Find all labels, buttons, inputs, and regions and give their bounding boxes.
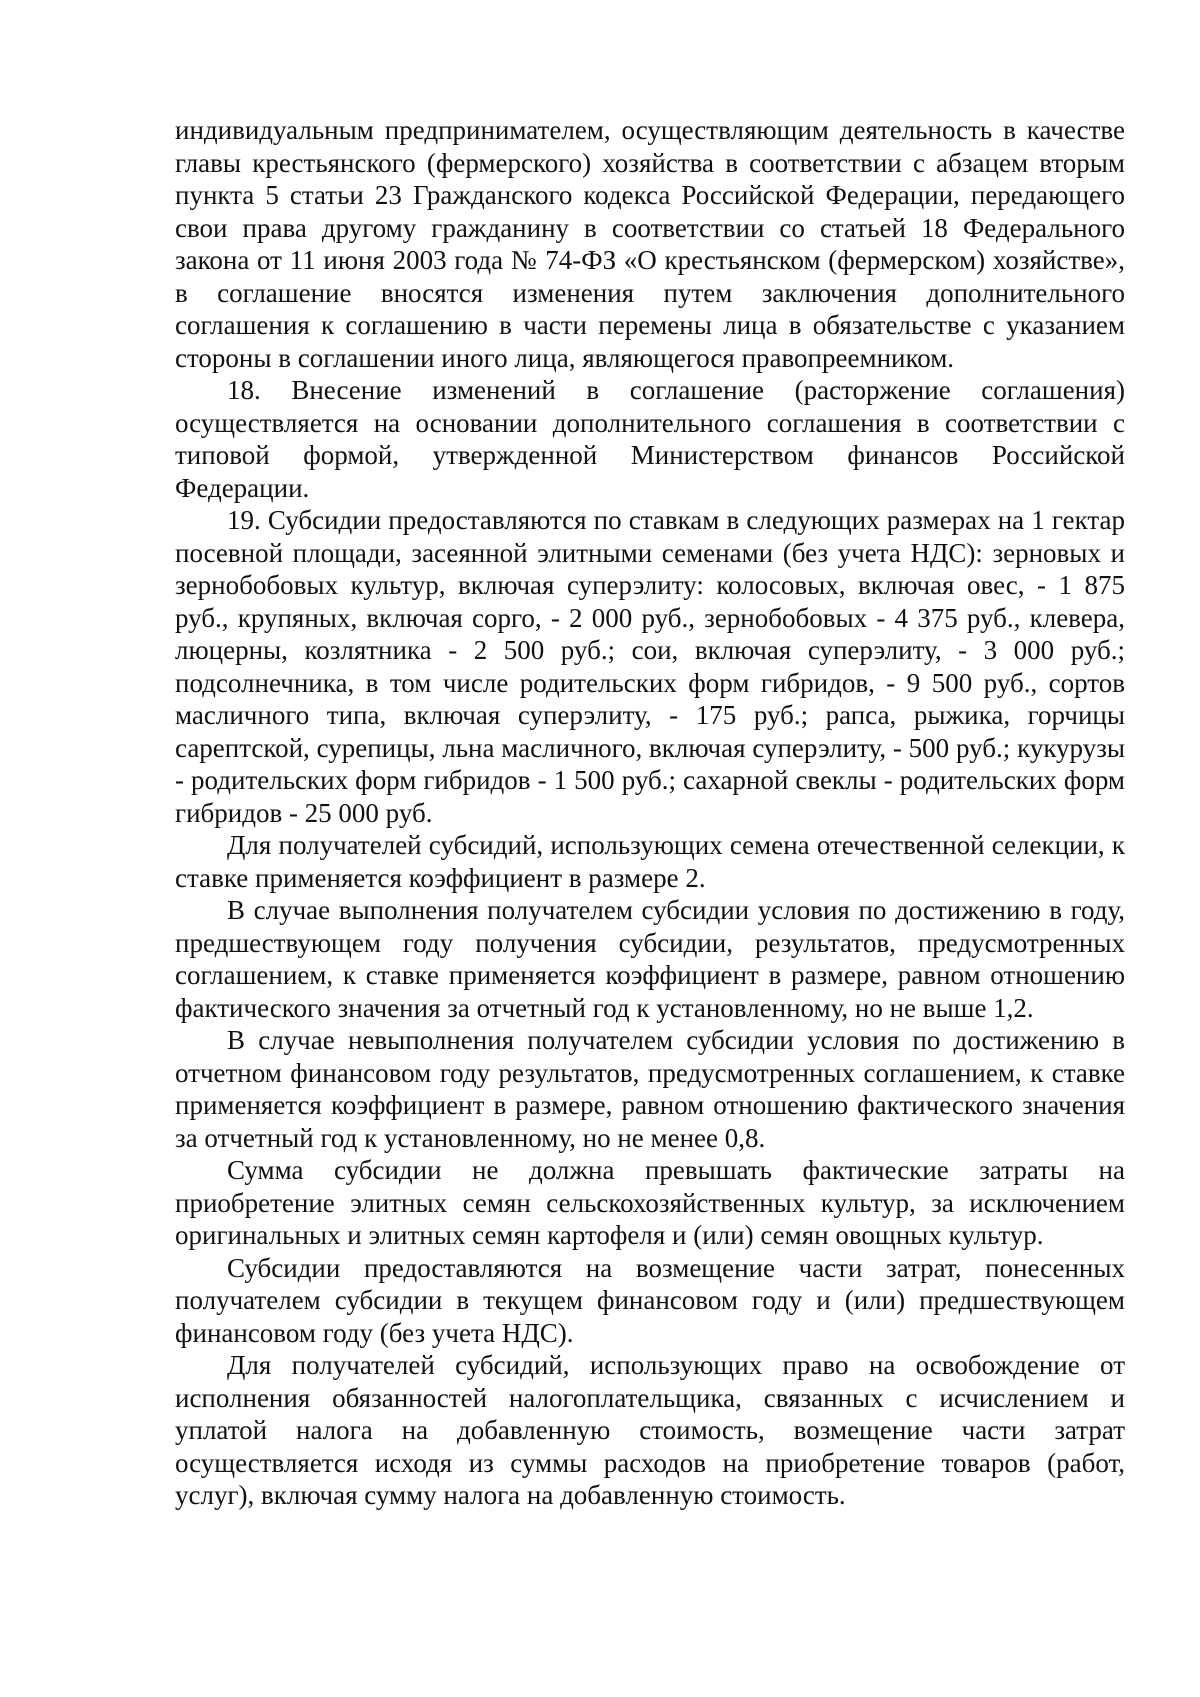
paragraph-vat-exemption: Для получателей субсидий, использующих право на освобождение от исполнения обязанностей налогоплательщика, связанных с исчислением и уплатой налога на добавленную стоимость, возмещение части затрат осуществляется исходя из суммы расходов на приобретение товаров (работ, услуг), включая сумму налога на добавленную стоимость.: [175, 1350, 1125, 1510]
paragraph-subsidy-limit: Сумма субсидии не должна превышать фактические затраты на приобретение элитных семян сельскохозяйственных культур, за исключением оригинальных и элитных семян картофеля и (или) семян овощных культур.: [175, 1155, 1125, 1250]
paragraph-performance-coefficient: В случае выполнения получателем субсидии условия по достижению в году, предшествующем году получения субсидии, результатов, предусмотренных соглашением, к ставке применяется коэффициент в размере, равном отношению фактического значения за отчетный год к установленному, но не выше 1,2.: [175, 895, 1125, 1023]
paragraph-domestic-selection-coefficient: Для получателей субсидий, использующих семена отечественной селекции, к ставке применяется коэффициент в размере 2.: [175, 830, 1125, 893]
paragraph-item-18: 18. Внесение изменений в соглашение (расторжение соглашения) осуществляется на основании дополнительного соглашения в соответствии с типовой формой, утвержденной Министерством финансов Российской Федерации.: [175, 375, 1125, 503]
paragraph-continuation: индивидуальным предпринимателем, осуществляющим деятельность в качестве главы крестьянского (фермерского) хозяйства в соответствии с абзацем вторым пункта 5 статьи 23 Гражданского кодекса Российской Федерации, передающего свои права другому гражданину в соответствии со статьей 18 Федерального закона от 11 июня 2003 года № 74-ФЗ «О крестьянском (фермерском) хозяйстве», в соглашение вносятся изменения путем заключения дополнительного соглашения к соглашению в части перемены лица в обязательстве с указанием стороны в соглашении иного лица, являющегося правопреемником.: [175, 115, 1125, 373]
paragraph-nonperformance-coefficient: В случае невыполнения получателем субсидии условия по достижению в отчетном финансовом году результатов, предусмотренных соглашением, к ставке применяется коэффициент в размере, равном отношению фактического значения за отчетный год к установленному, но не менее 0,8.: [175, 1025, 1125, 1153]
paragraph-item-19: 19. Субсидии предоставляются по ставкам в следующих размерах на 1 гектар посевной площади, засеянной элитными семенами (без учета НДС): зерновых и зернобобовых культур, включая суперэлиту: колосовых, включая овес, - 1 875 руб., крупяных, включая сорго, - 2 000 руб., зернобобовых - 4 375 руб., клевера, люцерны, козлятника - 2 500 руб.; сои, включая суперэлиту, - 3 000 руб.; подсолнечника, в том числе родительских форм гибридов, - 9 500 руб., сортов масличного типа, включая суперэлиту, - 175 руб.; рапса, рыжика, горчицы сарептской, сурепицы, льна масличного, включая суперэлиту, - 500 руб.; кукурузы - родительских форм гибридов - 1 500 руб.; сахарной свеклы - родительских форм гибридов - 25 000 руб.: [175, 505, 1125, 828]
paragraph-compensation-period: Субсидии предоставляются на возмещение части затрат, понесенных получателем субсидии в текущем финансовом году и (или) предшествующем финансовом году (без учета НДС).: [175, 1252, 1125, 1348]
document-body: [175, 114, 1125, 1512]
